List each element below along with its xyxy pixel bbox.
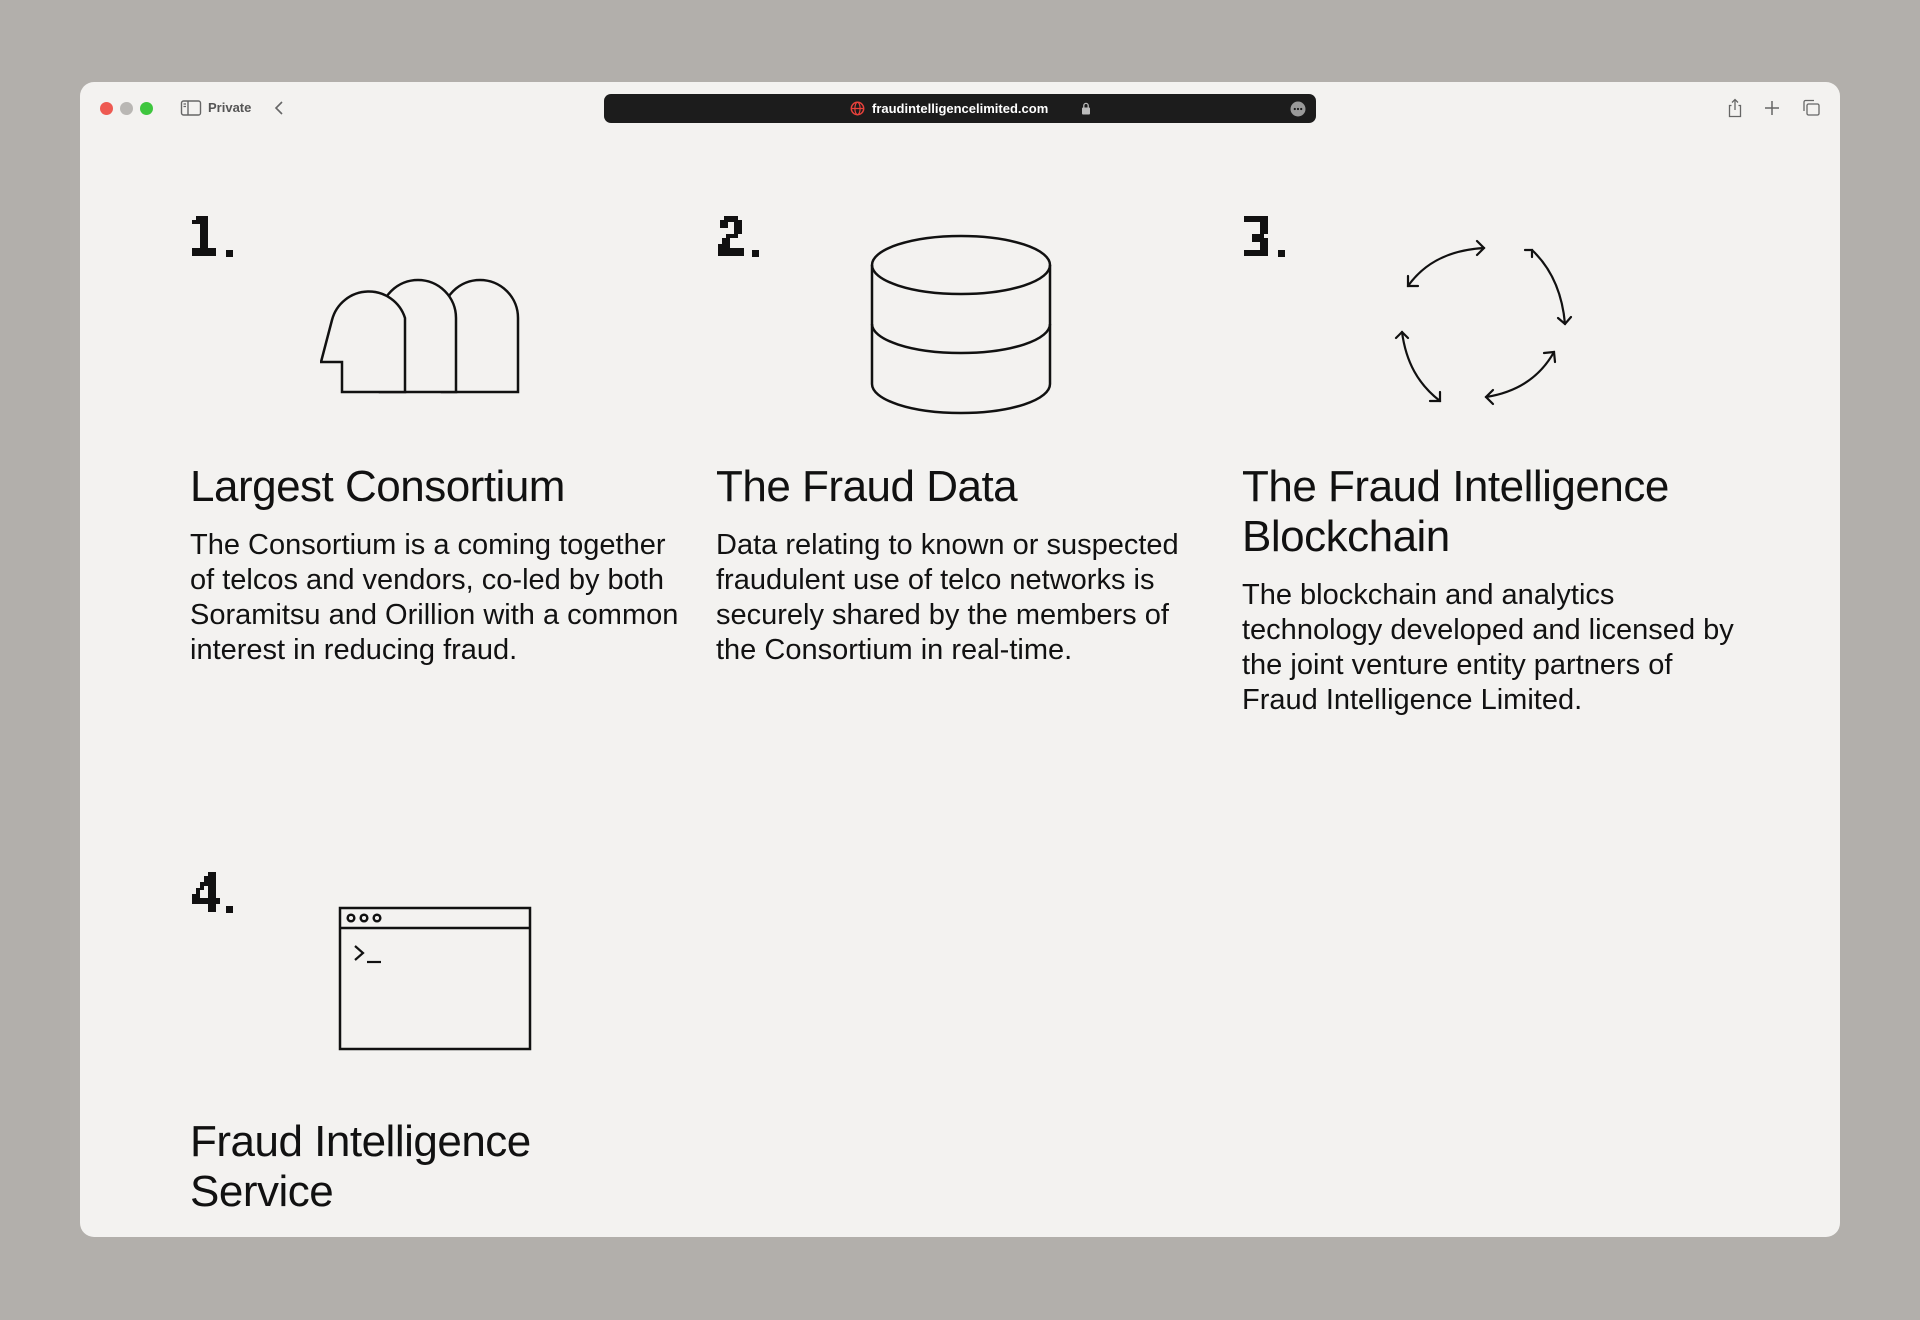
feature-title [190, 1117, 531, 1217]
feature-title-line-1: Fraud Intelligence [190, 1117, 531, 1166]
database-icon [868, 232, 1054, 422]
number-3 [1238, 204, 1298, 264]
feature-title-line-2: Service [190, 1167, 334, 1216]
number-2 [712, 204, 772, 264]
feature-description: Data relating to known or suspected fraudulent use of telco networks is securely shared by the members of the Consortium in real-time. [716, 529, 1179, 666]
terminal-window-icon [338, 906, 534, 1052]
private-label: Private [208, 100, 252, 115]
plus-icon[interactable] [1761, 97, 1783, 119]
number-1 [186, 204, 246, 264]
minimize-button[interactable] [120, 102, 133, 115]
globe-icon [850, 101, 865, 116]
address-bar[interactable] [604, 94, 1316, 123]
close-button[interactable] [100, 102, 113, 115]
feature-title [1242, 462, 1669, 562]
feature-title-line-1: The Fraud Intelligence [1242, 462, 1669, 511]
feature-title: Largest Consortium [190, 462, 565, 511]
url-text: fraudintelligencelimited.com [872, 101, 1049, 116]
number-4 [186, 860, 246, 920]
tabs-icon[interactable] [1800, 97, 1822, 119]
feature-description: The blockchain and analytics technology developed and licensed by the joint venture entity partners of Fraud Intelligence Limited. [1242, 579, 1734, 716]
feature-description: The Consortium is a coming together of telcos and vendors, co-led by both Soramitsu and Orillion with a common interest in reducing fraud. [190, 529, 679, 666]
chevron-left-icon[interactable] [270, 98, 290, 118]
maximize-button[interactable] [140, 102, 153, 115]
title-bar [80, 82, 1840, 134]
consortium-heads-icon [320, 258, 560, 398]
feature-title: The Fraud Data [716, 462, 1018, 511]
cycle-arrows-icon [1380, 222, 1580, 432]
browser-window [80, 82, 1840, 1237]
share-icon[interactable] [1724, 97, 1746, 119]
feature-title-line-2: Blockchain [1242, 512, 1450, 561]
sidebar-icon[interactable] [180, 99, 202, 117]
more-icon[interactable] [1290, 101, 1306, 117]
lock-icon [1081, 102, 1091, 115]
